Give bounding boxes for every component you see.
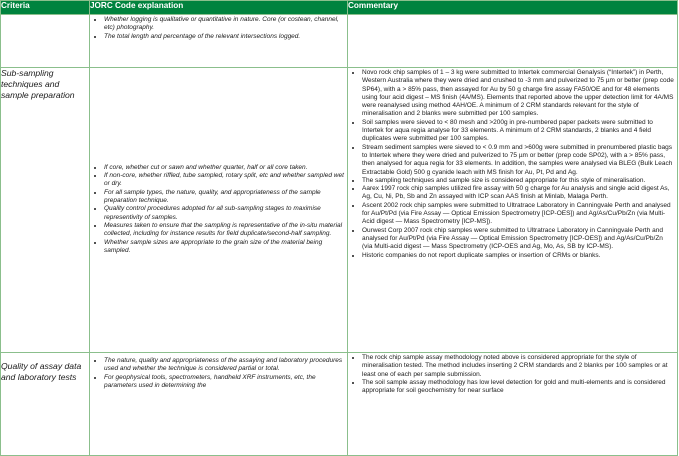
commentary-cell <box>348 353 678 456</box>
commentary-item: • The sampling techniques and sample size is considered appropriate for this style of mineralisation. <box>362 177 674 185</box>
explanation-cell <box>90 353 348 456</box>
commentary-item: • Historic companies do not report duplicate samples or insertion of CRMs or blanks. <box>362 252 674 260</box>
explanation-item: • The nature, quality and appropriateness of the assaying and laboratory procedures used and whether the technique is considered partial or total. <box>104 357 344 374</box>
explanation-item: • For all sample types, the nature, quality, and appropriateness of the sample preparation technique. <box>104 189 344 206</box>
criteria-cell: Sub-sampling techniques and sample preparation <box>1 68 90 353</box>
explanation-cell <box>90 15 348 68</box>
criteria-cell: Quality of assay data and laboratory tests <box>1 353 90 456</box>
header-criteria: Criteria <box>1 1 90 15</box>
commentary-item: • Ascent 2002 rock chip samples were submitted to Ultratrace Laboratory in Canningvale Perth and analysed for Au/Pt/Pd (via Fire Assay — Optical Emission Spectrometry [ICP-OES]) and Ag/As/Cu/Pb/Zn (via Multi-Acid digest — Mass Spectrometry [ICP-MS]). <box>362 202 674 227</box>
commentary-item: • Aarex 1997 rock chip samples utilized fire assay with 50 g charge for Au analysis and single acid digest As, Ag, Cu, Ni, Pb, Sb and Zn assayed with ICP scan AAS finish at Minlab, Malaga Perth. <box>362 185 674 202</box>
table-row <box>1 15 678 68</box>
header-explanation: JORC Code explanation <box>90 1 348 15</box>
explanation-item: • If core, whether cut or sawn and whether quarter, half or all core taken. <box>104 164 344 172</box>
explanation-item: • Measures taken to ensure that the sampling is representative of the in-situ material collected, including for instance results for field duplicate/second-half sampling. <box>104 222 344 239</box>
commentary-item: • Ourwest Corp 2007 rock chip samples were submitted to Ultratrace Laboratory in Canningvale Perth and analysed for Au/Pt/Pd (via Fire Assay — Optical Emission Spectrometry [ICP-OES]) and Ag/As/Cu/Pb/Zn (via Multi-acid digest — Mass Spectrometry (ICP-OES and Ag, Mo, As, SB by ICP-MS). <box>362 227 674 252</box>
commentary-item: • Novo rock chip samples of 1 – 3 kg were submitted to Intertek commercial Genalysis (“Intertek”) in Perth, Western Australia where they were dried and crushed to -3 mm and pulverized to 75 µm or better (prep code SP64), with a > 85% pass, then assayed for Au by 50 g charge fire assay FA50/OE and for 48 elements using four acid digest – MS finish (4A/MS). Elements that reported above the upper detection limit for 4A/MS were reanalysed using method 4AH/OE. A minimum of 2 CRM standards relevant for the style of mineralisation and 2 blanks were submitted per 100 samples. <box>362 69 674 119</box>
explanation-item: • Whether logging is qualitative or quantitative in nature. Core (or costean, channel, etc) photography. <box>104 16 344 33</box>
commentary-cell <box>348 15 678 68</box>
commentary-item: • Soil samples were sieved to < 80 mesh and >200g in pre-numbered paper packets were submitted to Intertek for aqua regia analyse for 33 elements. A minimum of 2 CRM standards, 2 blanks and 4 field duplicates were submitted per 100 samples. <box>362 119 674 144</box>
header-row <box>1 1 678 15</box>
table-row <box>1 353 678 456</box>
explanation-item: • Quality control procedures adopted for all sub-sampling stages to maximise representivity of samples. <box>104 205 344 222</box>
explanation-item: • For geophysical tools, spectrometers, handheld XRF instruments, etc, the parameters used in determining the <box>104 374 344 391</box>
commentary-item: • The rock chip sample assay methodology noted above is considered appropriate for the style of mineralisation tested. The method includes inserting 2 CRM standards and 2 blanks per 100 samples or at least one of each per sample submission. <box>362 354 674 379</box>
explanation-item: • The total length and percentage of the relevant intersections logged. <box>104 33 344 41</box>
explanation-cell <box>90 68 348 353</box>
explanation-item: • Whether sample sizes are appropriate to the grain size of the material being sampled. <box>104 239 344 256</box>
table-row <box>1 68 678 353</box>
header-commentary: Commentary <box>348 1 678 15</box>
criteria-cell <box>1 15 90 68</box>
commentary-cell <box>348 68 678 353</box>
explanation-item: • If non-core, whether riffled, tube sampled, rotary split, etc and whether sampled wet or dry. <box>104 172 344 189</box>
commentary-item: • The soil sample assay methodology has low level detection for gold and multi-elements and is considered appropriate for soil geochemistry for near surface <box>362 379 674 396</box>
commentary-item: • Stream sediment samples were sieved to < 0.9 mm and >600g were submitted in prenumbered plastic bags to Intertek where they were dried and pulverized to 75 µm or better (prep code SP02), with a > 85% pass, then analysed for aqua regia for 33 elements. In addition, the samples were analysed via BLEG (Bulk Leach Extractable Gold) 500 g cyanide leach with MS finish for Au, Pt, Pd and Ag. <box>362 144 674 177</box>
